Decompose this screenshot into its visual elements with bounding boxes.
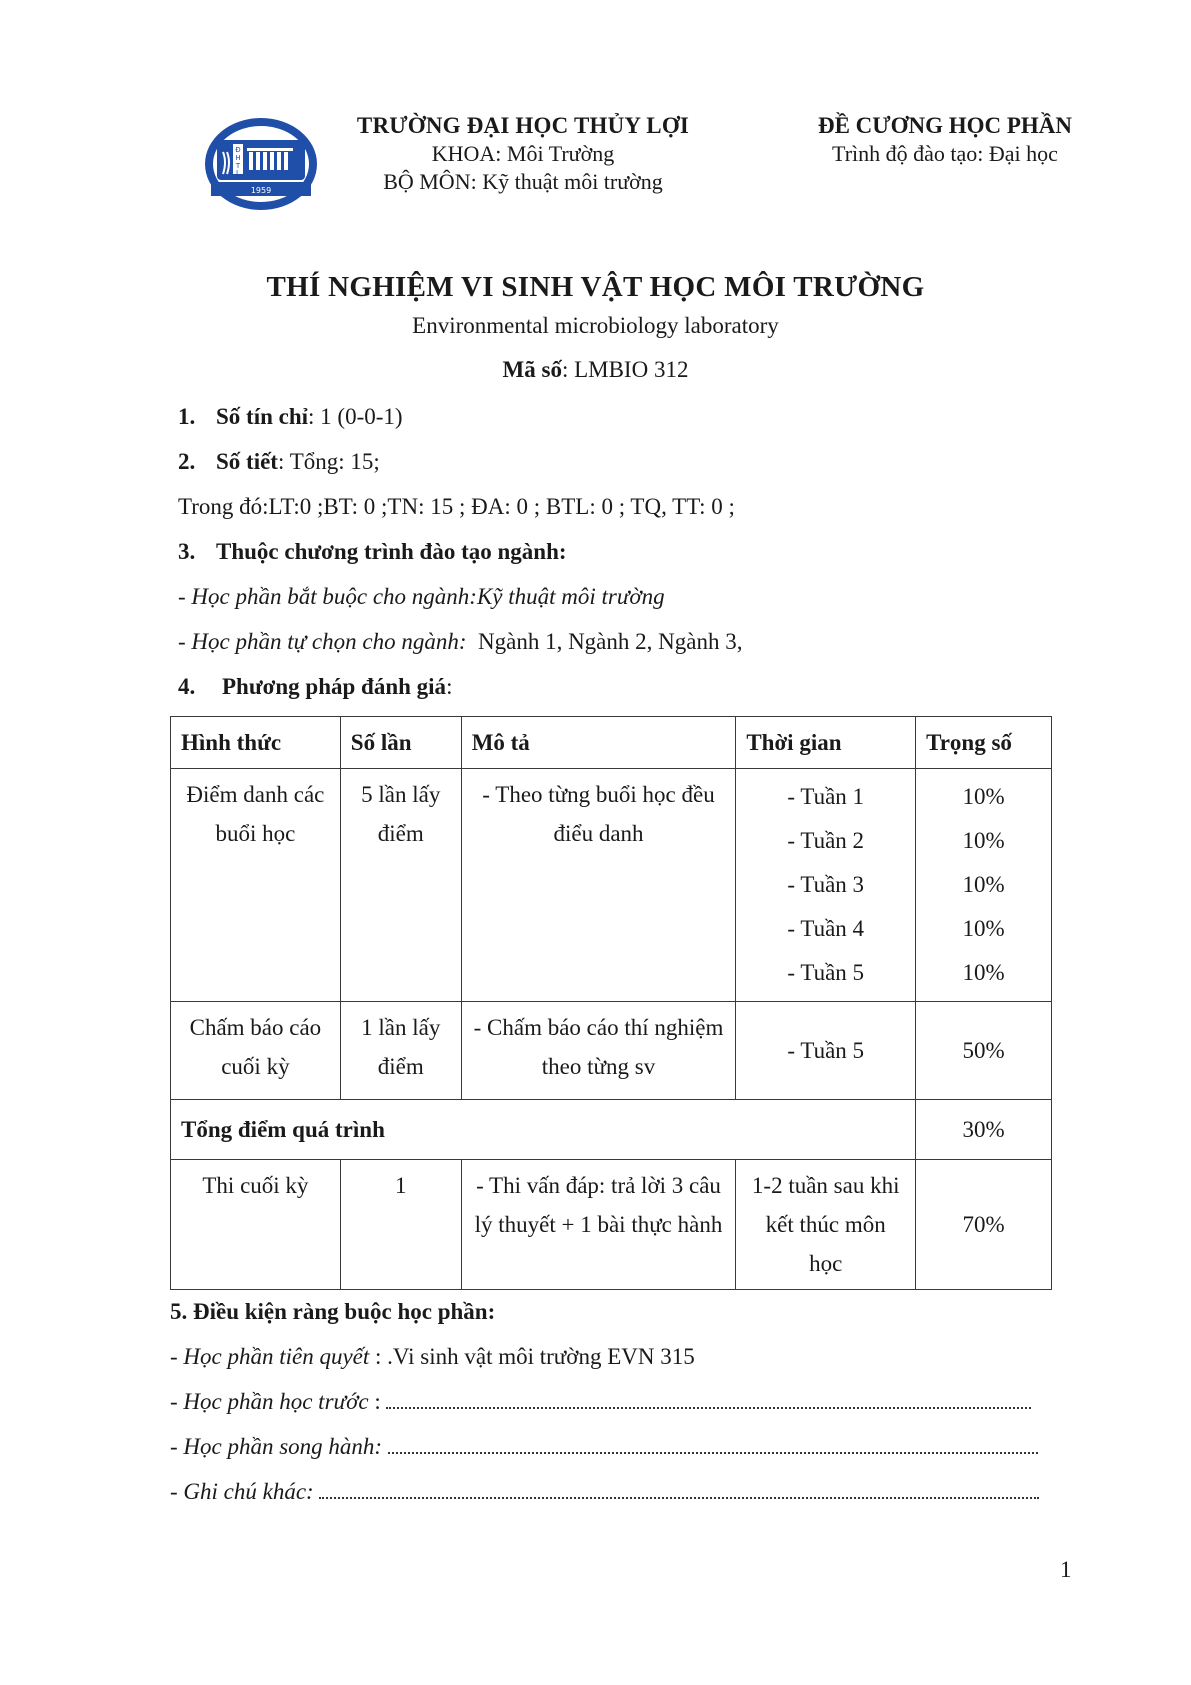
week-item: - Tuần 5 [787,960,865,985]
section-periods [178,448,380,476]
parallel-course [170,1433,1038,1461]
svg-text:T: T [235,162,241,170]
total-label: Tổng điểm quá trình [171,1100,916,1160]
header-doc-info [800,112,1090,168]
table-row [171,769,1052,1002]
section-number: 4. [178,674,196,699]
total-weight: 30% [916,1100,1052,1160]
week-item: - Tuần 1 [787,784,865,809]
course-title: THÍ NGHIỆM VI SINH VẬT HỌC MÔI TRƯỜNG [266,271,925,303]
cell-weight: 50% [916,1002,1052,1100]
header-weight: Trọng số [916,717,1052,769]
weight-item: 10% [962,960,1005,985]
svg-text:L: L [236,169,240,177]
blank-fill-line [319,1497,1039,1499]
weight-item: 10% [962,872,1005,897]
course-code-label: Mã số [502,357,562,382]
university-name: TRƯỜNG ĐẠI HỌC THỦY LỢI [356,113,690,138]
other-notes-label: - Ghi chú khác: [170,1479,314,1504]
prior-course-colon: : [368,1389,381,1414]
week-item: - Tuần 4 [787,916,865,941]
cell-weeks [736,769,916,1002]
section-colon: : [446,674,453,699]
blank-fill-line [388,1452,1038,1454]
cell-form: Thi cuối kỳ [171,1160,341,1290]
cell-time: 1-2 tuần sau khi kết thúc môn học [736,1160,916,1290]
header-institution [333,112,713,196]
cell-description: - Chấm báo cáo thí nghiệm theo từng sv [461,1002,736,1100]
weight-item: 10% [962,916,1005,941]
section-constraints: 5. Điều kiện ràng buộc học phần: [170,1299,496,1324]
cell-description: - Thi vấn đáp: trả lời 3 câu lý thuyết + 1 bài thực hành [461,1160,736,1290]
training-level: Trình độ đào tạo: Đại học [832,141,1058,166]
prerequisite-value: : .Vi sinh vật môi trường EVN 315 [369,1344,695,1369]
svg-text:1959: 1959 [250,186,272,195]
header-time: Thời gian [736,717,916,769]
week-item: - Tuần 3 [787,872,865,897]
elective-value: Ngành 1, Ngành 2, Ngành 3, [478,629,743,654]
course-code [0,357,1191,383]
required-for-major: - Học phần bắt buộc cho ngành:Kỹ thuật môi trường [178,584,665,609]
section-label: Số tiết [216,449,278,474]
course-code-value: : LMBIO 312 [561,357,689,382]
header-description: Mô tả [461,717,736,769]
section-number: 1. [178,404,196,429]
section-number: 2. [178,449,196,474]
svg-text:H: H [235,154,241,162]
header-form: Hình thức [171,717,341,769]
table-header-row [171,717,1052,769]
other-notes [170,1478,1039,1506]
svg-text:Đ: Đ [235,146,241,154]
prerequisite-label: - Học phần tiên quyết [170,1344,370,1369]
cell-weights [916,769,1052,1002]
blank-fill-line [386,1407,1031,1409]
header-times: Số lần [340,717,461,769]
week-item: - Tuần 2 [787,828,865,853]
section-label: Thuộc chương trình đào tạo ngành: [216,539,567,564]
elective-for-major [178,628,742,656]
cell-form: Chấm báo cáo cuối kỳ [171,1002,341,1100]
section-number: 3. [178,539,196,564]
cell-times: 1 lần lấy điểm [340,1002,461,1100]
parallel-course-label: - Học phần song hành: [170,1434,383,1459]
prior-course-label: - Học phần học trước [170,1389,369,1414]
table-row [171,1002,1052,1100]
section-value: : 1 (0-0-1) [308,404,403,429]
section-credits [178,403,403,431]
department-name: BỘ MÔN: Kỹ thuật môi trường [383,169,663,194]
faculty-name: KHOA: Môi Trường [431,141,615,166]
weight-item: 10% [962,828,1005,853]
section-program [178,538,567,566]
weight-item: 10% [962,784,1005,809]
course-title-en: Environmental microbiology laboratory [412,313,779,338]
university-logo [203,112,323,212]
prerequisite [170,1343,695,1371]
elective-label: - Học phần tự chọn cho ngành: [178,629,467,654]
table-total-row [171,1100,1052,1160]
section-label: Số tín chỉ [216,404,309,429]
cell-description: - Theo từng buổi học đều điểu danh [461,769,736,1002]
cell-week: - Tuần 5 [736,1002,916,1100]
cell-times: 5 lần lấy điểm [340,769,461,1002]
prior-course [170,1388,1031,1416]
doc-type: ĐỀ CƯƠNG HỌC PHẦN [817,113,1073,138]
section-label: Phương pháp đánh giá [222,674,447,699]
page-number: 1 [1060,1557,1072,1582]
assessment-table [170,716,1052,1290]
periods-detail: Trong đó:LT:0 ;BT: 0 ;TN: 15 ; ĐA: 0 ; BTL: 0 ; TQ, TT: 0 ; [178,494,735,519]
cell-form: Điểm danh các buổi học [171,769,341,1002]
cell-weight: 70% [916,1160,1052,1290]
cell-times: 1 [340,1160,461,1290]
table-row [171,1160,1052,1290]
section-value: : Tổng: 15; [277,449,380,474]
section-assessment [178,673,452,701]
